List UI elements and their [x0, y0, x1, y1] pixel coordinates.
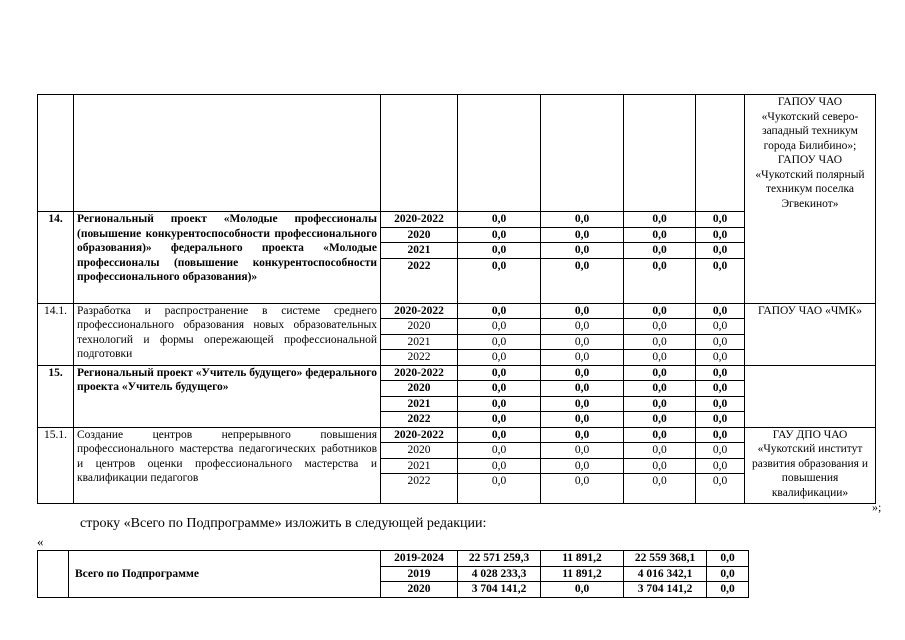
executor-cell — [745, 365, 876, 427]
row-number: 15. — [38, 365, 74, 427]
value-cell: 0,0 — [541, 381, 624, 397]
value-cell: 0,0 — [541, 582, 624, 598]
table-row — [38, 303, 876, 319]
year-cell: 2022 — [381, 412, 458, 428]
value-cell: 0,0 — [696, 443, 745, 459]
year-cell: 2020-2022 — [381, 212, 458, 228]
value-cell: 0,0 — [541, 212, 624, 228]
value-cell: 0,0 — [458, 243, 541, 259]
value-cell: 22 559 368,1 — [624, 551, 707, 567]
year-cell: 2020-2022 — [381, 365, 458, 381]
value-cell: 0,0 — [541, 258, 624, 303]
value-cell: 0,0 — [624, 396, 696, 412]
value-cell: 0,0 — [707, 582, 749, 598]
row-number: 15.1. — [38, 427, 74, 504]
value-cell: 0,0 — [541, 334, 624, 350]
year-cell: 2022 — [381, 474, 458, 504]
year-cell: 2019-2024 — [381, 551, 458, 567]
value-cell: 0,0 — [541, 443, 624, 459]
year-cell: 2022 — [381, 350, 458, 366]
value-cell: 0,0 — [458, 365, 541, 381]
row-number: 14.1. — [38, 303, 74, 365]
value-cell: 0,0 — [541, 412, 624, 428]
value-cell: 4 016 342,1 — [624, 566, 707, 582]
value-cell: 0,0 — [458, 443, 541, 459]
value-cell: 0,0 — [696, 334, 745, 350]
year-cell: 2020-2022 — [381, 303, 458, 319]
value-cell: 0,0 — [458, 412, 541, 428]
value-cell: 0,0 — [696, 243, 745, 259]
summary-table — [37, 550, 749, 598]
value-cell: 0,0 — [541, 303, 624, 319]
year-cell: 2020 — [381, 227, 458, 243]
value-cell: 0,0 — [624, 458, 696, 474]
executor-cell: ГАУ ДПО ЧАО «Чукотский институт развития образования и повышения квалификации» — [745, 427, 876, 504]
closing-quote: »; — [872, 500, 882, 514]
value-cell: 0,0 — [696, 258, 745, 303]
executor-cell: ГАПОУ ЧАО «ЧМК» — [745, 303, 876, 365]
year-cell: 2022 — [381, 258, 458, 303]
value-cell: 3 704 141,2 — [624, 582, 707, 598]
executor-cell: ГАПОУ ЧАО «Чукотский северо-западный техникум города Билибино»; ГАПОУ ЧАО «Чукотский полярный техникум поселка Эгвекинот» — [745, 95, 876, 212]
table-row — [38, 212, 876, 228]
year-cell: 2021 — [381, 243, 458, 259]
value-cell: 22 571 259,3 — [458, 551, 541, 567]
value-cell: 0,0 — [624, 474, 696, 504]
value-cell: 0,0 — [696, 212, 745, 228]
table-cell — [624, 95, 696, 212]
year-cell: 2021 — [381, 458, 458, 474]
value-cell: 0,0 — [541, 396, 624, 412]
value-cell: 0,0 — [696, 303, 745, 319]
value-cell: 0,0 — [624, 365, 696, 381]
table-cell — [541, 95, 624, 212]
year-cell: 2020 — [381, 319, 458, 335]
value-cell: 11 891,2 — [541, 566, 624, 582]
year-cell: 2021 — [381, 334, 458, 350]
value-cell: 0,0 — [458, 319, 541, 335]
table-cell — [458, 95, 541, 212]
table-row — [38, 95, 876, 212]
year-cell: 2019 — [381, 566, 458, 582]
value-cell: 0,0 — [696, 381, 745, 397]
table-cell — [74, 95, 381, 212]
year-cell: 2020 — [381, 582, 458, 598]
value-cell: 0,0 — [458, 258, 541, 303]
value-cell: 0,0 — [541, 350, 624, 366]
year-cell: 2020-2022 — [381, 427, 458, 443]
value-cell: 0,0 — [624, 212, 696, 228]
value-cell: 0,0 — [458, 427, 541, 443]
value-cell: 0,0 — [624, 319, 696, 335]
row-number: 14. — [38, 212, 74, 304]
measure-name: Разработка и распространение в системе среднего профессионального образования новых образовательных технологий и формы опережающей профессиональной подготовки — [74, 303, 381, 365]
value-cell: 0,0 — [458, 212, 541, 228]
value-cell: 0,0 — [458, 381, 541, 397]
value-cell: 0,0 — [624, 243, 696, 259]
table-cell — [696, 95, 745, 212]
value-cell: 0,0 — [624, 381, 696, 397]
table-row — [38, 427, 876, 443]
value-cell: 0,0 — [541, 427, 624, 443]
value-cell: 0,0 — [458, 474, 541, 504]
value-cell: 0,0 — [624, 303, 696, 319]
value-cell: 0,0 — [696, 350, 745, 366]
year-cell: 2020 — [381, 381, 458, 397]
measure-name: Региональный проект «Учитель будущего» федерального проекта «Учитель будущего» — [74, 365, 381, 427]
table-cell — [381, 95, 458, 212]
table-row — [38, 551, 749, 567]
value-cell: 0,0 — [696, 396, 745, 412]
value-cell: 0,0 — [624, 334, 696, 350]
value-cell: 0,0 — [458, 396, 541, 412]
value-cell: 0,0 — [696, 427, 745, 443]
value-cell: 0,0 — [696, 458, 745, 474]
year-cell: 2020 — [381, 443, 458, 459]
value-cell: 0,0 — [458, 334, 541, 350]
value-cell: 0,0 — [541, 365, 624, 381]
value-cell: 0,0 — [624, 443, 696, 459]
value-cell: 0,0 — [541, 227, 624, 243]
value-cell: 0,0 — [458, 227, 541, 243]
value-cell: 0,0 — [624, 412, 696, 428]
instruction-text: строку «Всего по Подпрограмме» изложить в следующей редакции: — [80, 516, 487, 531]
value-cell: 0,0 — [541, 474, 624, 504]
measure-name: Региональный проект «Молодые профессионалы (повышение конкурентоспособности профессионального образования)» федерального проекта «Молодые профессионалы (повышение конкурентоспособности профессионального образования)» — [74, 212, 381, 304]
value-cell: 0,0 — [541, 243, 624, 259]
table-cell — [38, 95, 74, 212]
value-cell: 4 028 233,3 — [458, 566, 541, 582]
value-cell: 0,0 — [458, 350, 541, 366]
opening-quote: « — [37, 534, 44, 549]
value-cell: 0,0 — [458, 303, 541, 319]
year-cell: 2021 — [381, 396, 458, 412]
executor-cell — [745, 212, 876, 304]
value-cell: 0,0 — [541, 319, 624, 335]
value-cell: 0,0 — [696, 474, 745, 504]
value-cell: 0,0 — [458, 458, 541, 474]
value-cell: 0,0 — [624, 427, 696, 443]
value-cell: 0,0 — [707, 566, 749, 582]
table-row — [38, 365, 876, 381]
value-cell: 0,0 — [624, 227, 696, 243]
value-cell: 0,0 — [696, 319, 745, 335]
program-table — [37, 94, 876, 504]
value-cell: 0,0 — [696, 227, 745, 243]
value-cell: 0,0 — [541, 458, 624, 474]
measure-name: Создание центров непрерывного повышения профессионального мастерства педагогических работников и центров оценки профессионального мастерства и квалификации педагогов — [74, 427, 381, 504]
value-cell: 0,0 — [696, 412, 745, 428]
value-cell: 0,0 — [624, 350, 696, 366]
summary-label: Всего по Подпрограмме — [69, 551, 381, 598]
value-cell: 11 891,2 — [541, 551, 624, 567]
value-cell: 0,0 — [696, 365, 745, 381]
value-cell: 0,0 — [624, 258, 696, 303]
table-cell — [38, 551, 69, 598]
value-cell: 3 704 141,2 — [458, 582, 541, 598]
value-cell: 0,0 — [707, 551, 749, 567]
